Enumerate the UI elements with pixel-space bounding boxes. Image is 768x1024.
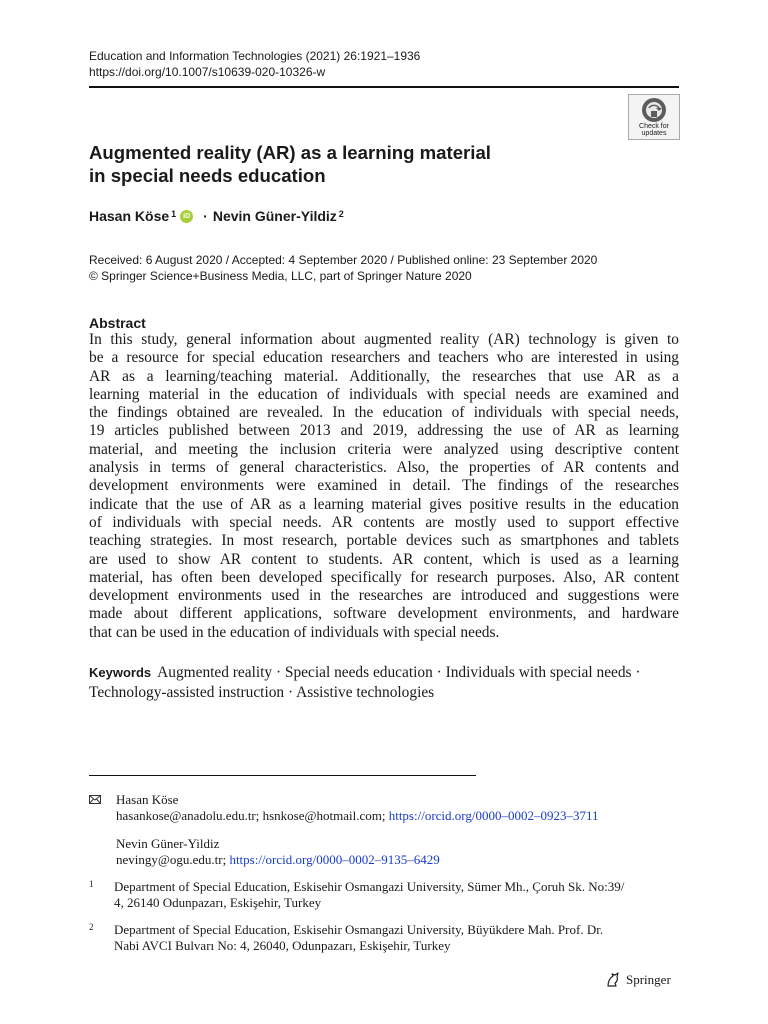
abstract-line: made about different applications, software development environments, and hardware [89,605,679,623]
publication-dates [89,252,597,284]
affiliation-1 [89,879,689,911]
title-line-1: Augmented reality (AR) as a learning material [89,142,491,163]
author-1-name: Hasan Köse [89,208,170,224]
affiliation-2-line-2: Nabi AVCI Bulvarı No: 4, 26040, Odunpazarı, Eskişehir, Turkey [114,938,451,953]
corr-author-1-contact [116,808,689,824]
article-title [89,141,629,187]
check-updates-line2: updates [641,130,667,137]
keywords-label: Keywords [89,665,152,680]
abstract-line: 19 articles published between 2013 and 2019, addressing the use of AR as learning [89,422,679,440]
abstract-line: material, has often been developed specifically for research purposes. Also, AR content [89,568,679,586]
keywords-line-2: Technology-assisted instruction · Assistive technologies [89,684,435,701]
abstract-line: material, and meeting the inclusion criteria were analyzed using descriptive content [89,440,679,458]
journal-header [89,48,420,80]
doi-link[interactable]: https://doi.org/10.1007/s10639-020-10326-w [89,65,326,79]
check-for-updates-icon [641,97,667,123]
abstract-line: teaching strategies. In most research, portable devices such as smartphones and tablets [89,532,679,550]
keywords-block [89,663,689,703]
springer-horse-icon [605,972,621,988]
abstract-line: AR as a learning/teaching material. Additionally, the researches that use AR as a [89,367,679,385]
affiliation-2-line-1: Department of Special Education, Eskisehir Osmangazi University, Büyükdere Mah. Prof. Dr. [114,922,604,937]
affiliation-1-line-1: Department of Special Education, Eskisehir Osmangazi University, Sümer Mh., Çoruh Sk. No:39/ [114,879,625,894]
corr-author-2-orcid-link[interactable]: https://orcid.org/0000–0002–9135–6429 [229,852,440,867]
corr-author-1-emails[interactable]: hasankose@anadolu.edu.tr; hsnkose@hotmail.com; [116,808,389,823]
header-rule [89,86,679,88]
corr-author-2-contact [116,852,689,868]
envelope-icon [89,795,101,804]
author-1-affiliation-mark: 1 [171,209,177,219]
check-updates-line1: Check for [639,123,669,130]
abstract-line: development environments were examined in detail. The findings of the researches [89,477,679,495]
abstract-body [89,331,679,642]
abstract-heading: Abstract [89,315,146,331]
check-for-updates-badge[interactable] [628,94,680,140]
footnotes [89,792,689,954]
affiliation-1-line-2: 4, 26140 Odunpazarı, Eskişehir, Turkey [114,895,322,910]
author-2-affiliation-mark: 2 [338,209,344,219]
abstract-line: development environments used in the researches are introduced and suggestions were [89,587,679,605]
springer-wordmark: Springer [626,972,671,987]
abstract-line: analysis in terms of general characteristics. Also, the properties of AR contents and [89,459,679,477]
author-list [89,208,344,224]
journal-citation: Education and Information Technologies (2021) 26:1921–1936 [89,49,421,63]
author-2-name: Nevin Güner-Yildiz [212,208,337,224]
corr-author-2-email[interactable]: nevingy@ogu.edu.tr; [116,852,230,867]
corresponding-author-block [89,792,689,868]
abstract-line: be a resource for special education researchers and teachers who are interested in using [89,349,679,367]
copyright-line: © Springer Science+Business Media, LLC, part of Springer Nature 2020 [89,269,472,283]
abstract-line: of individuals with special needs. AR contents are mostly used to support effective [89,513,679,531]
affiliation-2 [89,922,689,954]
abstract-line: that can be used in the education of individuals with special needs. [89,623,500,641]
dates-line: Received: 6 August 2020 / Accepted: 4 September 2020 / Published online: 23 September 2020 [89,253,598,267]
footnote-rule [89,775,476,776]
affiliation-2-number: 2 [89,922,94,932]
orcid-icon[interactable]: iD [180,210,193,223]
corr-author-1-name: Hasan Köse [116,792,179,807]
corr-author-2-name: Nevin Güner-Yildiz [116,836,220,851]
abstract-line: indicate that the use of AR as a learning material gives positive results in the education [89,495,679,513]
abstract-line: the findings obtained are revealed. In the education of individuals with special needs, [89,404,679,422]
springer-logo [605,972,671,988]
abstract-line: are used to show AR content to students. AR content, which is used as a learning [89,550,679,568]
keywords-line-1: Augmented reality · Special needs education · Individuals with special needs · [157,664,641,681]
author-separator: · [203,208,208,224]
abstract-line: learning material in the education of individuals with special needs are examined and [89,385,679,403]
title-line-2: in special needs education [89,165,326,186]
corr-author-1-orcid-link[interactable]: https://orcid.org/0000–0002–0923–3711 [388,808,599,823]
affiliation-1-number: 1 [89,879,94,889]
abstract-line: In this study, general information about augmented reality (AR) technology is given to [89,331,679,348]
